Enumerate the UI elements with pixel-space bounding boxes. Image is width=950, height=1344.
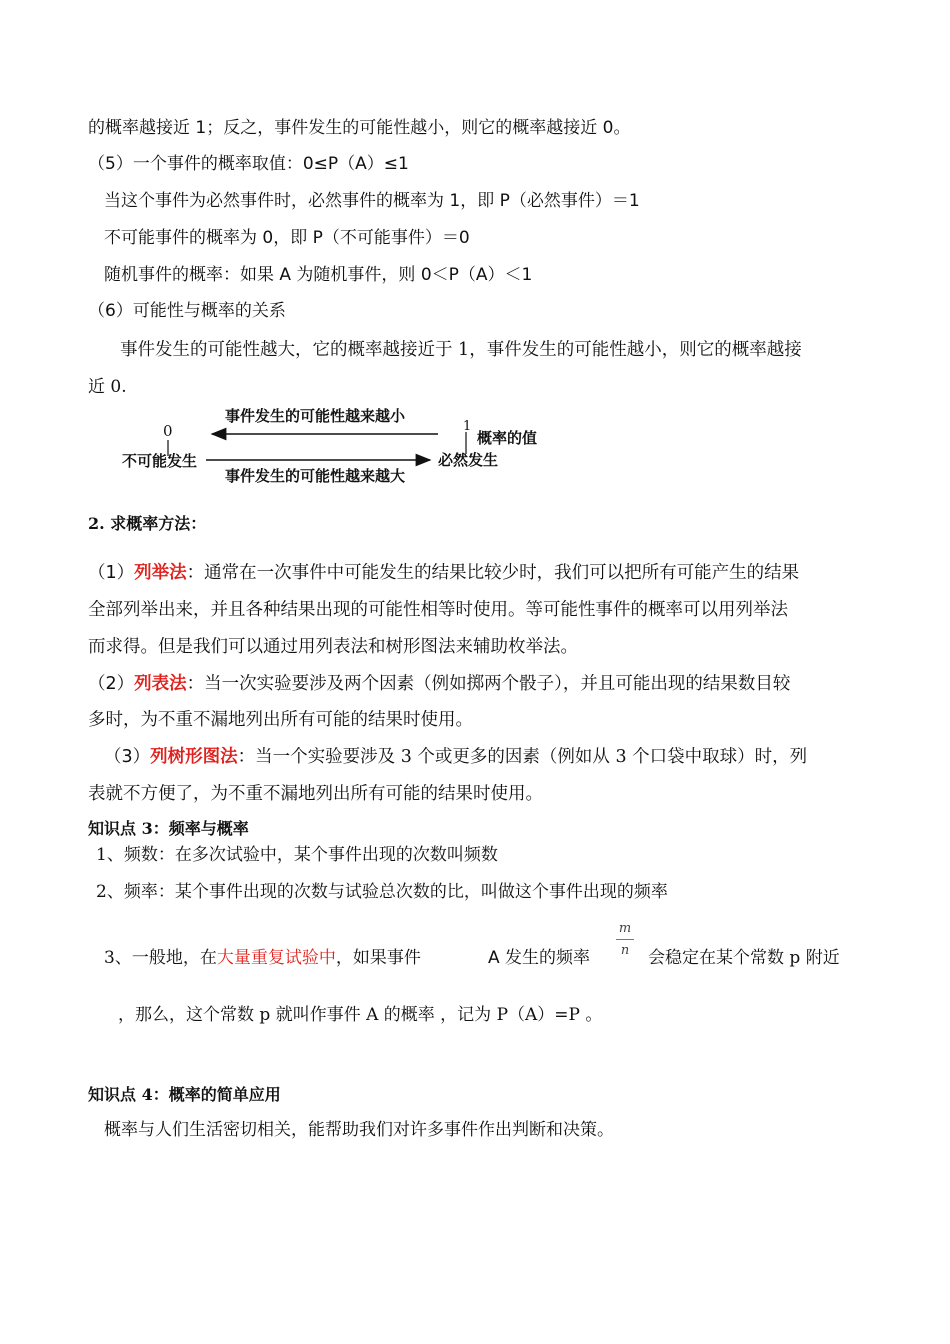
section-heading: 2. 求概率方法：	[88, 514, 207, 533]
method-number: （2）	[88, 674, 135, 694]
method-line	[88, 672, 790, 696]
method-name: 列树形图法	[150, 747, 238, 767]
text-line: 事件发生的可能性越大，它的概率越接近于 1，事件发生的可能性越小，则它的概率越接	[120, 340, 802, 360]
item3-mid: ，如果事件	[335, 948, 421, 968]
zero-label: 0	[163, 422, 173, 440]
item3-start: 3、一般地，在	[104, 948, 217, 968]
text-line: 近 0.	[88, 377, 127, 397]
text-line: 1、频数：在多次试验中，某个事件出现的次数叫频数	[96, 845, 498, 865]
text-line: 随机事件的概率：如果 A 为随机事件，则 0＜P（A）＜1	[104, 265, 533, 285]
method-name: 列举法	[134, 563, 187, 583]
text-line: 的概率越接近 1；反之，事件发生的可能性越小，则它的概率越接近 0。	[88, 118, 631, 138]
method-text: ：当一个实验要涉及 3 个或更多的因素（例如从 3 个口袋中取球）时，列	[237, 747, 808, 767]
text-line: 概率与人们生活密切相关，能帮助我们对许多事件作出判断和决策。	[104, 1120, 614, 1140]
section-heading: 知识点 4：概率的简单应用	[88, 1085, 281, 1104]
text-line: 多时，为不重不漏地列出所有可能的结果时使用。	[88, 710, 473, 730]
probability-scale-diagram	[120, 404, 560, 490]
highlight-phrase: 大量重复试验中	[216, 948, 336, 968]
fraction-denominator: n	[620, 943, 630, 958]
method-name: 列表法	[134, 674, 187, 694]
text-line: 全部列举出来，并且各种结果出现的可能性相等时使用。等可能性事件的概率可以用列举法	[88, 600, 788, 620]
text-line	[104, 946, 421, 970]
increasing-label: 事件发生的可能性越来越大	[225, 467, 406, 485]
text-line: ，那么，这个常数 p 就叫作事件 A 的概率 ，记为 P（A）=P 。	[118, 1005, 603, 1025]
method-text: ：通常在一次事件中可能发生的结果比较少时，我们可以把所有可能产生的结果	[186, 563, 800, 583]
fraction-bar	[616, 939, 634, 940]
text-line: 2、频率：某个事件出现的次数与试验总次数的比，叫做这个事件出现的频率	[96, 882, 668, 902]
text-line: A 发生的频率	[488, 948, 591, 968]
text-line: 会稳定在某个常数 p 附近	[648, 948, 840, 968]
fraction-numerator: m	[618, 921, 632, 936]
impossible-label: 不可能发生	[122, 452, 198, 470]
one-label: 1	[463, 419, 472, 434]
section-heading: 知识点 3：频率与概率	[88, 819, 249, 838]
decreasing-label: 事件发生的可能性越来越小	[225, 407, 406, 425]
text-line: （5）一个事件的概率取值：0≤P（A）≤1	[88, 154, 409, 174]
method-line	[104, 745, 807, 769]
method-line	[88, 561, 799, 585]
text-line: 不可能事件的概率为 0，即 P（不可能事件）＝0	[104, 228, 470, 248]
text-line: 当这个事件为必然事件时，必然事件的概率为 1，即 P（必然事件）＝1	[104, 191, 640, 211]
certain-label: 必然发生	[438, 451, 499, 469]
method-number: （1）	[88, 563, 135, 583]
probability-value-label: 概率的值	[477, 429, 538, 447]
text-line: 而求得。但是我们可以通过用列表法和树形图法来辅助枚举法。	[88, 637, 578, 657]
method-number: （3）	[104, 747, 151, 767]
text-line: 表就不方便了，为不重不漏地列出所有可能的结果时使用。	[88, 784, 543, 804]
text-line: （6）可能性与概率的关系	[88, 301, 286, 321]
fraction-m-over-n	[612, 922, 638, 966]
method-text: ：当一次实验要涉及两个因素（例如掷两个骰子），并且可能出现的结果数目较	[186, 674, 791, 694]
